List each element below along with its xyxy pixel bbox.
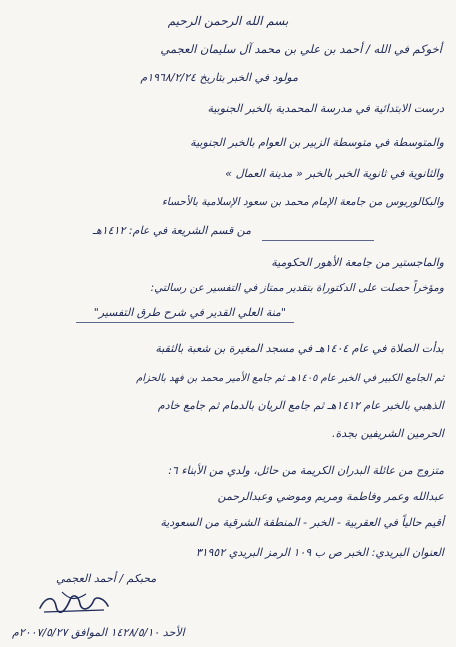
doctorate-line: ومؤخراً حصلت على الدكتوراة بتقدير ممتاز في التفسير عن رسالتي: xyxy=(150,282,444,294)
mosques-line-1: ثم الجامع الكبير في الخبر عام ١٤٠٥هـ ثم جامع الأمير محمد بن فهد بالحزام xyxy=(136,373,444,384)
author-line: أخوكم في الله / أحمد بن علي بن محمد آل سليمان العجمي xyxy=(160,42,442,56)
basmala: بسم الله الرحمن الرحيم xyxy=(167,14,289,28)
signoff: محبكم / أحمد العجمي xyxy=(56,572,157,585)
thesis-title: "منة العلي القدير في شرح طرق التفسير" xyxy=(93,306,286,319)
birth-line: مولود في الخبر بتاريخ ١٩٦٨/٢/٢٤م xyxy=(140,71,298,84)
mosques-line-3: الحرمين الشريفين بجدة. xyxy=(332,427,444,440)
handwritten-signature xyxy=(34,588,114,618)
intermediate-school-line: والمتوسطة في متوسطة الزبير بن العوام بالخبر الجنوبية xyxy=(190,136,444,149)
thesis-underline xyxy=(76,322,294,323)
primary-school-line: درست الابتدائية في مدرسة المحمدية بالخبر الجنوبية xyxy=(207,102,444,115)
prayer-start-line: بدأت الصلاة في عام ١٤٠٤هـ في مسجد المغيرة بن شعبة بالثقبة xyxy=(155,342,444,355)
children-line: عبدالله وعمر وفاطمة ومريم وموضي وعبدالرحمن xyxy=(217,490,444,503)
residence-line: أقيم حالياً في العقربية - الخبر - المنطقة الشرقية من السعودية xyxy=(160,516,444,529)
mosques-line-2: الذهبي بالخبر عام ١٤١٢هـ ثم جامع الريان بالدمام ثم جامع خادم xyxy=(157,399,444,412)
secondary-school-line: والثانوية في ثانوية الخبر بالخبر « مدينة العمال » xyxy=(225,167,444,180)
date-line: الأحد ١٤٢٨/٥/١٠ الموافق ٢٠٠٧/٥/٢٧م xyxy=(12,626,185,639)
department-underline xyxy=(262,240,374,241)
bachelor-line: والبكالوريوس من جامعة الإمام محمد بن سعود الإسلامية بالأحساء xyxy=(161,196,444,208)
postal-address-line: العنوان البريدي: الخبر ص ب ١٠٩ الرمز البريدي ٣١٩٥٢ xyxy=(195,546,444,559)
department-line: من قسم الشريعة في عام: ١٤١٢هـ xyxy=(92,224,251,237)
family-line: متزوج من عائلة البدران الكريمة من حائل، ولدي من الأبناء ٦: xyxy=(168,464,444,477)
masters-line: والماجستير من جامعة الأهور الحكومية xyxy=(271,256,444,269)
